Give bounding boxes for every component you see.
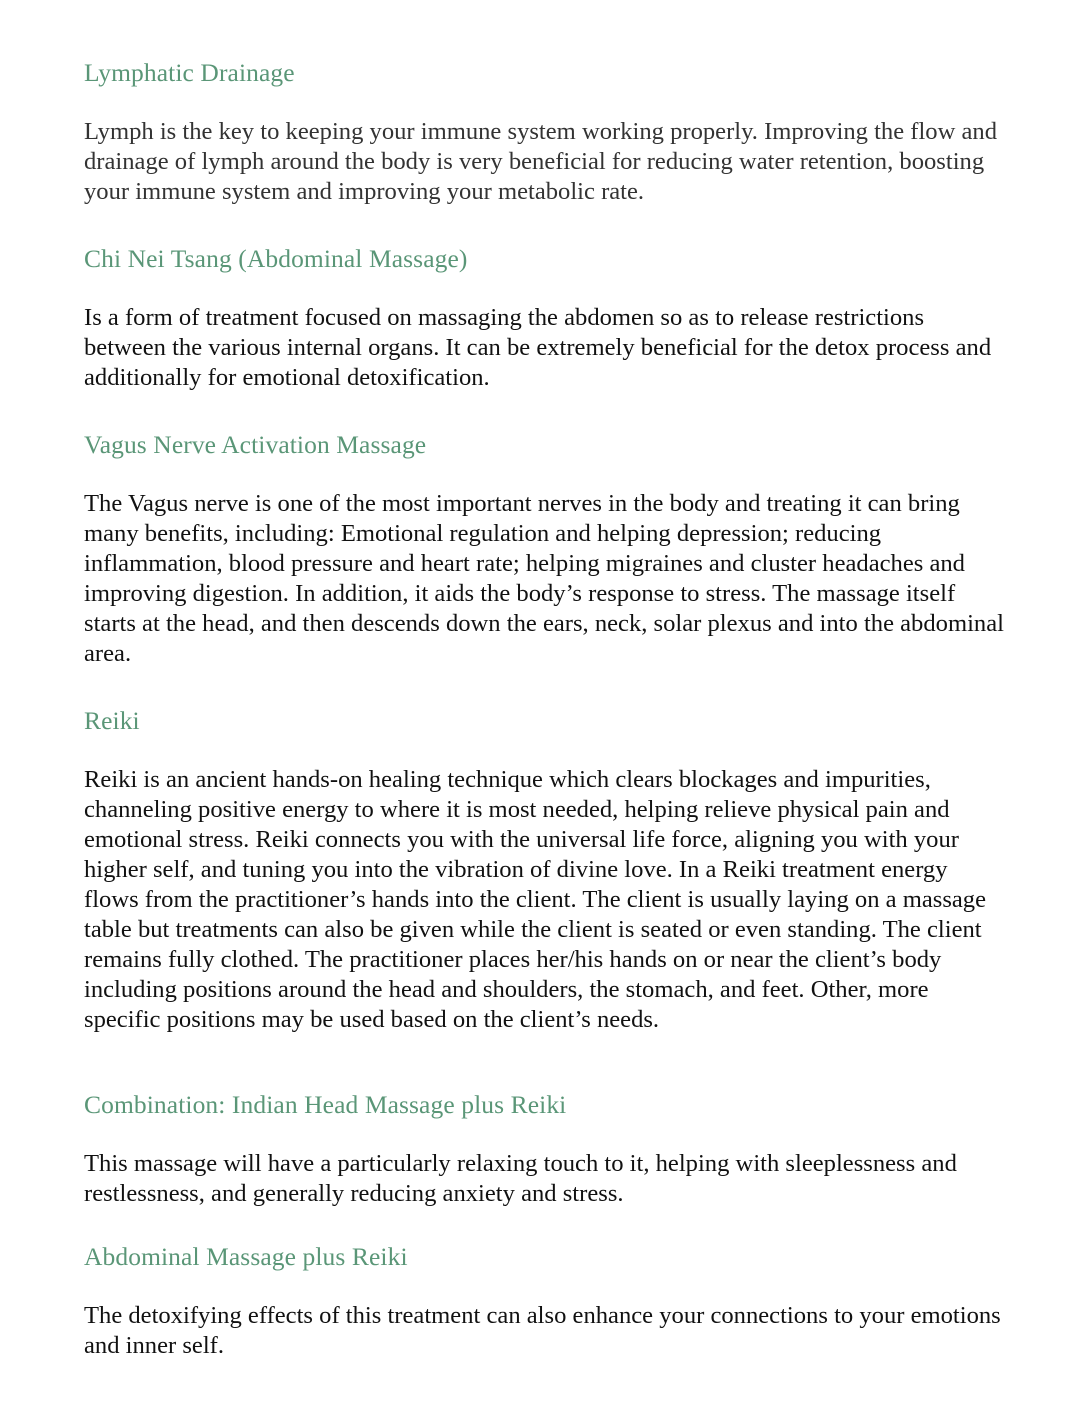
section-abdominal-reiki (84, 1240, 1004, 1361)
section-paragraph: The Vagus nerve is one of the most important nerves in the body and treating it can bring many benefits, including: Emotional regulation and helping depression; reducing inflammation, blood pressure and heart rate; helping migraines and cluster headaches and improving digestion. In addition, it aids the body’s response to stress. The massage itself starts at the head, and then descends down the ears, neck, solar plexus and into the abdominal area. (84, 490, 1004, 667)
section-lymphatic-drainage (84, 56, 1004, 207)
section-indian-head-reiki (84, 1088, 1004, 1209)
section-chi-nei-tsang (84, 242, 1004, 393)
section-paragraph: Is a form of treatment focused on massaging the abdomen so as to release restrictions between the various internal organs. It can be extremely beneficial for the detox process and additionally for emotional detoxification. (84, 304, 992, 391)
section-heading: Combination: Indian Head Massage plus Reiki (84, 1090, 567, 1119)
section-paragraph: Lymph is the key to keeping your immune system working properly. Improving the flow and drainage of lymph around the body is very beneficial for reducing water retention, boosting your immune system and improving your metabolic rate. (84, 118, 998, 205)
section-heading: Reiki (84, 706, 140, 735)
section-reiki (84, 704, 1004, 1035)
section-heading: Chi Nei Tsang (Abdominal Massage) (84, 244, 468, 273)
section-paragraph: The detoxifying effects of this treatment can also enhance your connections to your emotions and inner self. (84, 1302, 1001, 1359)
section-heading: Vagus Nerve Activation Massage (84, 430, 427, 459)
section-paragraph: This massage will have a particularly relaxing touch to it, helping with sleeplessness and restlessness, and generally reducing anxiety and stress. (84, 1150, 957, 1207)
section-heading: Lymphatic Drainage (84, 58, 295, 87)
section-heading: Abdominal Massage plus Reiki (84, 1242, 408, 1271)
section-paragraph: Reiki is an ancient hands-on healing technique which clears blockages and impurities, channeling positive energy to where it is most needed, helping relieve physical pain and emotional stress. Reiki connects you with the universal life force, aligning you with your higher self, and tuning you into the vibration of divine love. In a Reiki treatment energy flows from the practitioner’s hands into the client. The client is usually laying on a massage table but treatments can also be given while the client is seated or even standing. The client remains fully clothed. The practitioner places her/his hands on or near the client’s body including positions around the head and shoulders, the stomach, and feet. Other, more specific positions may be used based on the client’s needs. (84, 766, 987, 1033)
section-vagus-nerve (84, 428, 1004, 669)
